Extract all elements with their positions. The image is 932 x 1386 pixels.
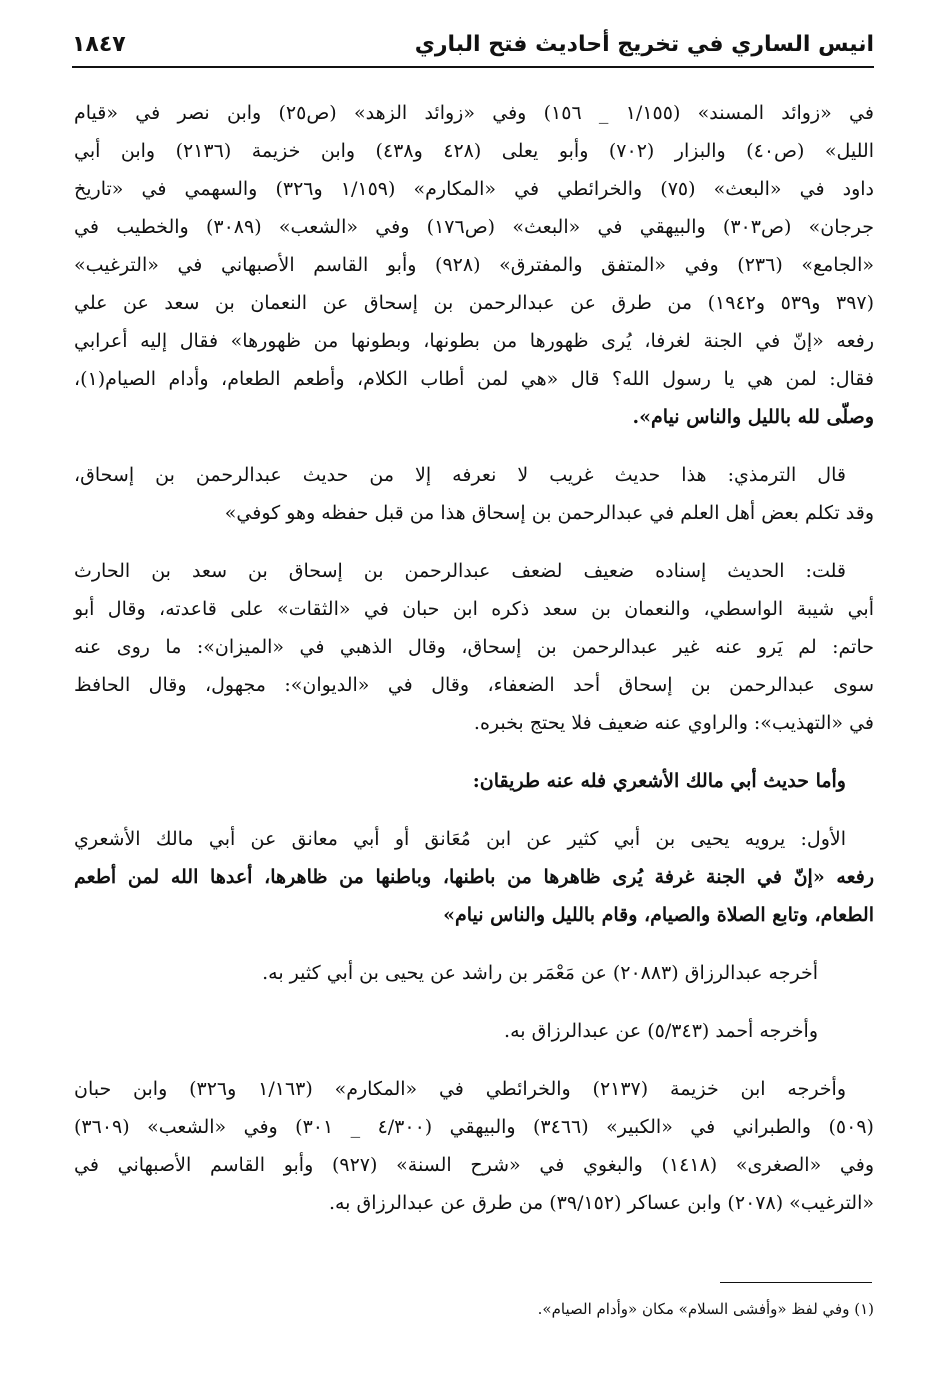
text-line: في «زوائد المسند» (١/١٥٥ _ ١٥٦) وفي «زوائد الزهد» (ص٢٥) وابن نصر في «قيام — [74, 102, 874, 124]
text-line: وأخرجه أحمد (٥/٣٤٣) عن عبدالرزاق به. — [504, 1020, 818, 1042]
section-heading: وأما حديث أبي مالك الأشعري فله عنه طريقان: — [472, 770, 846, 792]
text-line: جرجان» (ص٣٠٣) والبيهقي في «البعث» (ص١٧٦) وفي «الشعب» (٣٠٨٩) والخطيب في — [74, 216, 874, 238]
text-line: وصلّى لله بالليل والناس نيام». — [632, 406, 874, 428]
text-line: وأخرجه ابن خزيمة (٢١٣٧) والخرائطي في «المكارم» (١/١٦٣ و٣٢٦) وابن حبان — [74, 1078, 846, 1100]
book-title: انيس الساري في تخريج أحاديث فتح الباري — [414, 32, 874, 57]
text-line: قال الترمذي: هذا حديث غريب لا نعرفه إلا من حديث عبدالرحمن بن إسحاق، — [74, 464, 846, 486]
text-line: رفعه «إنّ في الجنة غرفة يُرى ظاهرها من باطنها، وباطنها من ظاهرها، أعدها الله لمن أطعم — [74, 866, 874, 888]
text-line: الليل» (ص٤٠) والبزار (٧٠٢) وأبو يعلى (٤٢٨ و٤٣٨) وابن خزيمة (٢١٣٦) وابن أبي — [74, 140, 874, 162]
text-line: وفي «الصغرى» (١٤١٨) والبغوي في «شرح السنة» (٩٢٧) وأبو القاسم الأصبهاني في — [74, 1154, 875, 1176]
text-line: في «التهذيب»: والراوي عنه ضعيف فلا يحتج بخبره. — [473, 712, 874, 734]
text-line: الأول: يرويه يحيى بن أبي كثير عن ابن مُعَانق أو أبي معانق عن أبي مالك الأشعري — [74, 828, 847, 850]
header-rule — [72, 66, 874, 68]
text-line: أخرجه عبدالرزاق (٢٠٨٨٣) عن مَعْمَر بن راشد عن يحيى بن أبي كثير به. — [262, 962, 818, 984]
running-header — [72, 30, 874, 64]
text-line: سوى عبدالرحمن بن إسحاق أحد الضعفاء، وقال في «الديوان»: مجهول، وقال الحافظ — [74, 674, 874, 696]
text-line: أبي شيبة الواسطي، والنعمان بن سعد ذكره ابن حبان في «الثقات» على قاعدته، وقال أبو — [74, 598, 874, 620]
text-line: وقد تكلم بعض أهل العلم في عبدالرحمن بن إسحاق هذا من قبل حفظه وهو كوفي» — [224, 502, 874, 524]
text-line: فقال: لمن هي يا رسول الله؟ قال «هي لمن أطاب الكلام، وأطعم الطعام، وأدام الصيام(١)، — [74, 368, 874, 390]
text-line: داود في «البعث» (٧٥) والخرائطي في «المكارم» (١/١٥٩ و٣٢٦) والسهمي في «تاريخ — [74, 178, 875, 200]
text-line: رفعه «إنّ في الجنة لغرفا، يُرى ظهورها من بطونها، وبطونها من ظهورها» فقال إليه أعرابي — [74, 330, 874, 352]
footnote: (١) وفي لفظ «وأفشى السلام» مكان «وأدام الصيام». — [537, 1300, 874, 1318]
text-line: (٥٠٩) والطبراني في «الكبير» (٣٤٦٦) والبيهقي (٤/٣٠٠ _ ٣٠١) وفي «الشعب» (٣٦٠٩) — [74, 1116, 874, 1138]
text-line: (٣٩٧ و٥٣٩ و١٩٤٢) من طرق عن عبدالرحمن بن إسحاق عن النعمان بن سعد عن علي — [74, 292, 875, 314]
text-line: حاتم: لم يَرو عنه غير عبدالرحمن بن إسحاق، وقال الذهبي في «الميزان»: ما روى عنه — [74, 636, 874, 658]
text-line: الطعام، وتابع الصلاة والصيام، وقام بالليل والناس نيام» — [443, 904, 874, 926]
text-line: «الجامع» (٢٣٦) وفي «المتفق والمفترق» (٩٢٨) وأبو القاسم الأصبهاني في «الترغيب» — [74, 254, 875, 276]
page-number: ١٨٤٧ — [72, 32, 126, 57]
text-line: قلت: الحديث إسناده ضعيف لضعف عبدالرحمن بن إسحاق بن سعد بن الحارث — [74, 560, 846, 582]
text-line: «الترغيب» (٢٠٧٨) وابن عساكر (٣٩/١٥٢) من طرق عن عبدالرزاق به. — [328, 1192, 874, 1214]
footnote-rule — [720, 1282, 872, 1283]
